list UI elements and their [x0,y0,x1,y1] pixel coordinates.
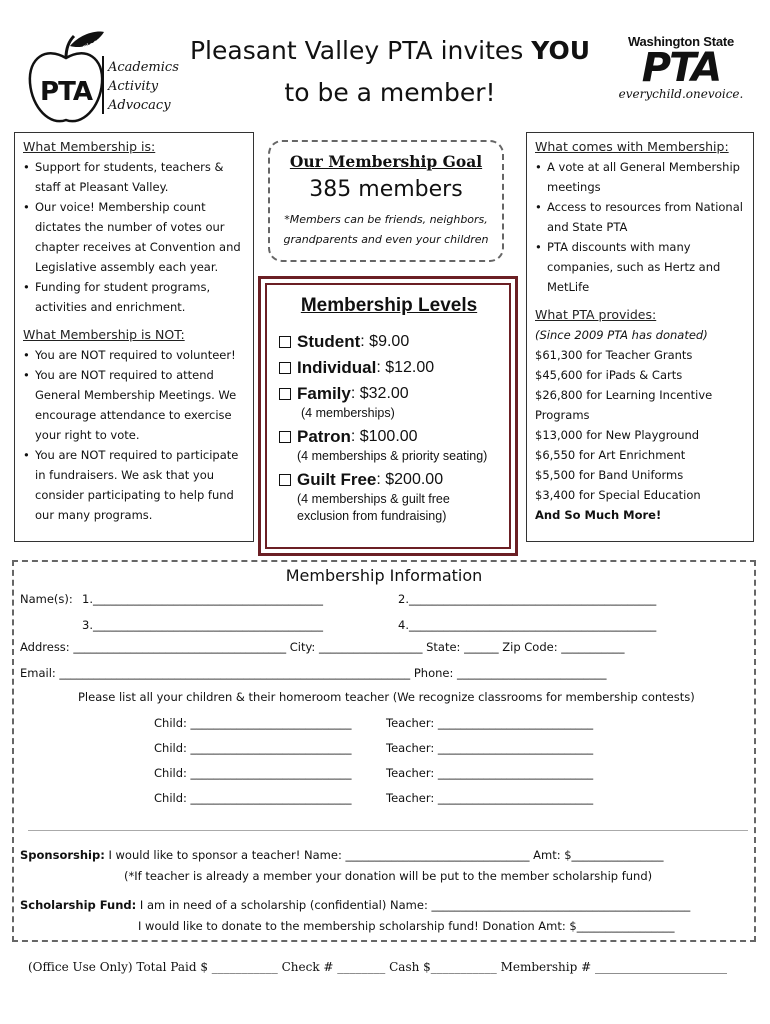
list-item: $61,300 for Teacher Grants [535,348,693,362]
level-price: : $32.00 [350,385,409,402]
level-individual[interactable] [279,357,499,379]
goal-title: Our Membership Goal [289,152,483,171]
comes-with-list [535,157,745,297]
list-item: • PTA discounts with many companies, such as Hertz and MetLife [535,237,745,297]
teacher-field[interactable]: Teacher: ___________________________ [386,716,594,730]
name-field-4[interactable]: 4.___________________________________________ [398,618,657,632]
address-line[interactable]: Address: _____________________________________ City: __________________ State: ______ Zip Code: ___________ [20,640,625,654]
logo-tagline [108,58,179,115]
list-item: $5,500 for Band Uniforms [535,468,684,482]
level-guilt-free[interactable] [279,469,499,491]
level-name: Patron [297,427,351,446]
list-item: • Access to resources from National and State PTA [535,197,745,237]
level-note: (4 memberships) [301,406,395,420]
level-price: : $12.00 [376,359,435,376]
names-label: Name(s): [20,592,73,606]
level-name: Family [297,384,351,403]
title-emphasis: YOU [531,36,591,65]
level-name: Individual [297,358,377,377]
name-field-1[interactable]: 1.________________________________________ [82,592,323,606]
goal-note: *Members can be friends, neighbors, grandparents and even your children [283,213,489,246]
office-use-line: (Office Use Only) Total Paid $ ___________ Check # ________ Cash $___________ Membership # ______________________ [28,960,727,974]
tagline-advocacy: Advocacy [108,98,171,113]
membership-form [12,560,756,942]
checkbox[interactable] [279,431,291,443]
pta-provides-heading: What PTA provides: [535,307,657,322]
levels-title: Membership Levels [300,295,478,316]
teacher-field[interactable]: Teacher: ___________________________ [386,766,594,780]
level-student[interactable] [279,331,499,353]
list-item: • Funding for student programs, activities and enrichment. [23,277,245,317]
child-field[interactable]: Child: ____________________________ [154,791,352,805]
logo-letters: PTA [40,77,92,107]
form-divider [28,830,748,831]
checkbox[interactable] [279,362,291,374]
list-item: • You are NOT required to volunteer! [23,345,245,365]
list-item: • You are NOT required to participate in fundraisers. We ask that you consider participating to help fund our many programs. [23,445,245,525]
logo-divider [102,56,104,114]
name-field-3[interactable]: 3.________________________________________ [82,618,323,632]
goal-value: 385 members [309,177,463,202]
tagline-academics: Academics [108,60,179,75]
level-note: (4 memberships & priority seating) [297,449,488,463]
checkbox[interactable] [279,388,291,400]
logo-ribbon-text: Pleasant Valley [81,19,133,53]
state-logo-tag: everychild.onevoice. [618,87,744,101]
list-item: • Our voice! Membership count dictates the number of votes our chapter receives at Convention and Legislative assembly each year. [23,197,245,277]
list-item: • A vote at all General Membership meetings [535,157,745,197]
form-title: Membership Information [285,566,483,585]
tagline-activity: Activity [108,79,159,94]
teacher-field[interactable]: Teacher: ___________________________ [386,791,594,805]
membership-is-panel [14,132,254,542]
page-title [180,30,600,114]
title-line2: to be a member! [284,78,496,107]
list-item: $13,000 for New Playground [535,428,700,442]
checkbox[interactable] [279,474,291,486]
level-name: Guilt Free [297,470,377,489]
level-name: Student [297,332,361,351]
child-field[interactable]: Child: ____________________________ [154,766,352,780]
list-item: • Support for students, teachers & staff at Pleasant Valley. [23,157,245,197]
child-field[interactable]: Child: ____________________________ [154,741,352,755]
provides-outro: And So Much More! [535,508,662,522]
teacher-field[interactable]: Teacher: ___________________________ [386,741,594,755]
level-price: : $100.00 [350,428,418,445]
membership-not-list [23,345,245,525]
membership-not-heading: What Membership is NOT: [23,327,185,342]
name-field-2[interactable]: 2.___________________________________________ [398,592,657,606]
list-item: $26,800 for Learning Incentive Programs [535,388,713,422]
list-item: $3,400 for Special Education [535,488,701,502]
membership-goal-box [268,140,504,262]
sponsorship-text: I would like to sponsor a teacher! Name: ________________________________ Amt: $________________ [104,848,664,862]
comes-with-heading: What comes with Membership: [535,139,729,154]
level-patron[interactable] [279,426,499,448]
child-field[interactable]: Child: ____________________________ [154,716,352,730]
list-item: • You are NOT required to attend General Membership Meetings. We encourage attendance to exercise your right to vote. [23,365,245,445]
scholarship-donate-line[interactable]: I would like to donate to the membership scholarship fund! Donation Amt: $_________________ [138,919,675,933]
level-note: (4 memberships & guilt free exclusion from fundraising) [297,492,450,523]
checkbox[interactable] [279,336,291,348]
scholarship-text: I am in need of a scholarship (confidential) Name: _____________________________________________ [136,898,691,912]
children-intro: Please list all your children & their homeroom teacher (We recognize classrooms for membership contests) [78,690,695,704]
sponsorship-line[interactable] [20,848,664,862]
level-family[interactable] [279,383,499,405]
sponsorship-label: Sponsorship: [20,848,105,862]
scholarship-line[interactable] [20,898,690,912]
washington-pta-logo [606,34,756,114]
state-logo-mark: PTA [641,45,721,91]
membership-is-list [23,157,245,317]
pta-logo [26,19,179,128]
sponsorship-note: (*If teacher is already a member your donation will be put to the member scholarship fund) [124,869,653,883]
email-phone-line[interactable]: Email: _____________________________________________________________ Phone: __________________________ [20,666,607,680]
level-price: : $200.00 [376,471,444,488]
list-item: $45,600 for iPads & Carts [535,368,683,382]
title-prefix: Pleasant Valley PTA invites [189,36,532,65]
membership-is-heading: What Membership is: [23,139,156,154]
level-price: : $9.00 [360,333,410,350]
scholarship-label: Scholarship Fund: [20,898,137,912]
state-logo-top: Washington State [627,34,735,49]
membership-levels-box [258,276,518,556]
provides-intro: (Since 2009 PTA has donated) [535,328,708,342]
membership-benefits-panel [526,132,754,542]
list-item: $6,550 for Art Enrichment [535,448,686,462]
